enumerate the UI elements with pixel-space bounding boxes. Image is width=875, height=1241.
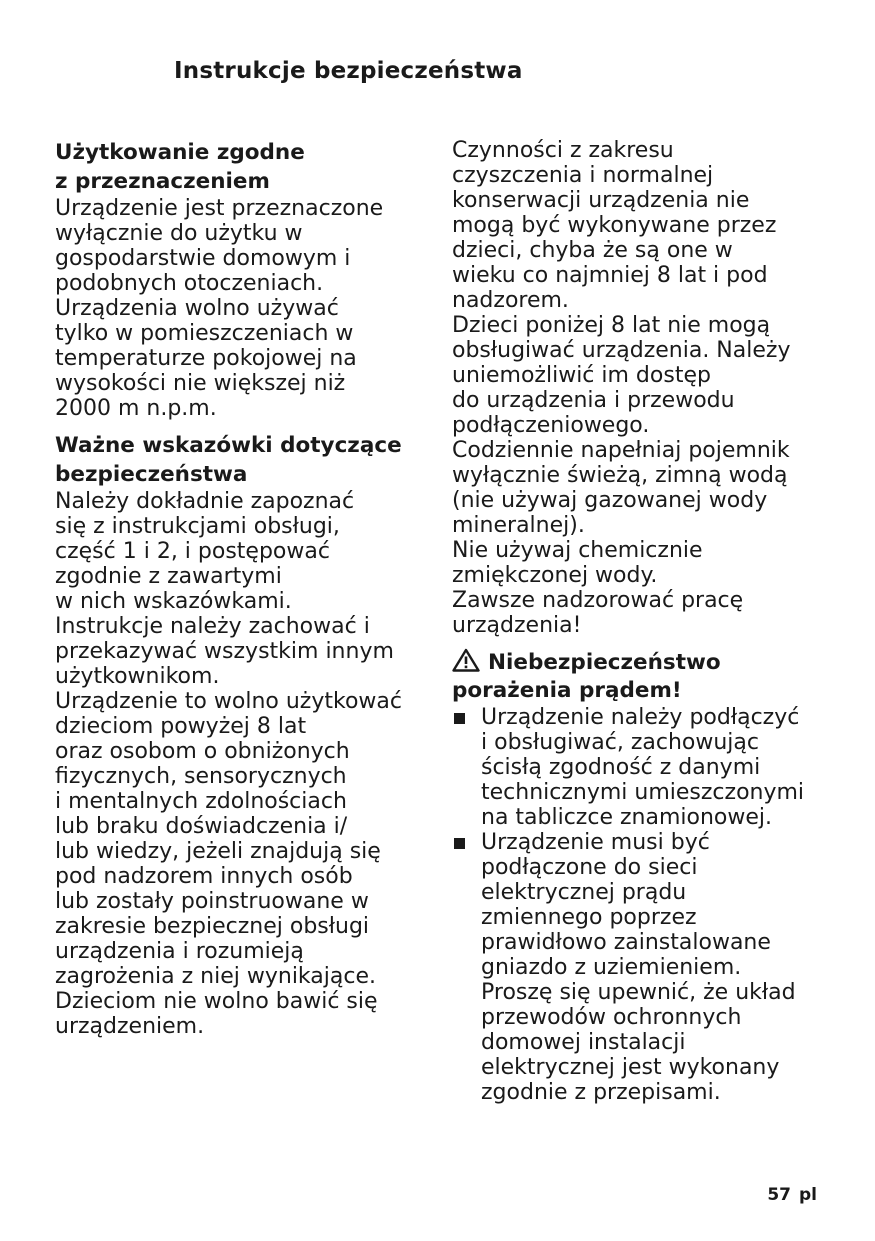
body-line: Dzieciom nie wolno bawić się xyxy=(55,989,378,1014)
body-line: przekazywać wszystkim innym xyxy=(55,639,394,664)
body-line: 2000 m n.p.m. xyxy=(55,396,217,421)
section-heading-intended-use xyxy=(55,138,430,196)
body-line: się z instrukcjami obsługi, xyxy=(55,514,340,539)
body-line: gniazdo z uziemieniem. xyxy=(481,955,742,980)
page-title: Instrukcje bezpieczeństwa xyxy=(174,58,523,84)
body-line: część 1 i 2, i postępować xyxy=(55,539,330,564)
body-line: Należy dokładnie zapoznać xyxy=(55,489,355,514)
body-line: Proszę się upewnić, że układ xyxy=(481,980,796,1005)
body-line: wysokości nie większej niż xyxy=(55,371,346,396)
list-item xyxy=(452,705,837,830)
left-column xyxy=(55,138,430,1039)
body-line: Instrukcje należy zachować i xyxy=(55,614,370,639)
body-line: użytkownikom. xyxy=(55,664,220,689)
body-line: na tabliczce znamionowej. xyxy=(481,805,772,830)
square-bullet-icon xyxy=(454,713,465,724)
body-line: urządzeniem. xyxy=(55,1014,205,1039)
body-line: obsługiwać urządzenia. Należy xyxy=(452,338,791,363)
heading-line: z przeznaczeniem xyxy=(55,169,270,194)
body-line: lub wiedzy, jeżeli znajdują się xyxy=(55,839,381,864)
body-line: (nie używaj gazowanej wody xyxy=(452,488,768,513)
square-bullet-icon xyxy=(454,838,465,849)
body-line: gospodarstwie domowym i xyxy=(55,246,351,271)
body-line: Czynności z zakresu xyxy=(452,138,674,163)
body-line: Zawsze nadzorować pracę xyxy=(452,588,744,613)
body-line: czyszczenia i normalnej xyxy=(452,163,714,188)
body-line: lub zostały poinstruowane w xyxy=(55,889,369,914)
children-care-text xyxy=(452,138,837,638)
body-line: Nie używaj chemicznie xyxy=(452,538,703,563)
warning-heading-line: porażenia prądem! xyxy=(452,678,682,703)
body-line: dzieci, chyba że są one w xyxy=(452,238,733,263)
body-line: wieku co najmniej 8 lat i pod xyxy=(452,263,768,288)
body-line: do urządzenia i przewodu xyxy=(452,388,735,413)
page-number: 57 xyxy=(767,1185,791,1205)
body-line: zmiennego poprzez xyxy=(481,905,697,930)
body-line: zagrożenia z niej wynikające. xyxy=(55,964,376,989)
body-line: Urządzenia wolno używać xyxy=(55,296,339,321)
body-line: i mentalnych zdolnościach xyxy=(55,789,347,814)
body-line: Codziennie napełniaj pojemnik xyxy=(452,438,790,463)
body-line: zmiękczonej wody. xyxy=(452,563,658,588)
body-line: prawidłowo zainstalowane xyxy=(481,930,771,955)
body-line: w nich wskazówkami. xyxy=(55,589,292,614)
heading-line: Użytkowanie zgodne xyxy=(55,140,305,165)
body-line: Urządzenie musi być xyxy=(481,830,710,855)
body-line: dzieciom powyżej 8 lat xyxy=(55,714,307,739)
body-line: wyłącznie świeżą, zimną wodą xyxy=(452,463,788,488)
body-line: domowej instalacji xyxy=(481,1030,686,1055)
body-line: fizycznych, sensorycznych xyxy=(55,764,347,789)
body-line: i obsługiwać, zachowując xyxy=(481,730,759,755)
body-line: podłączone do sieci xyxy=(481,855,698,880)
body-line: mineralnej). xyxy=(452,513,585,538)
right-column xyxy=(452,138,837,1105)
language-code: pl xyxy=(799,1185,817,1205)
section-body-intended-use xyxy=(55,196,430,421)
body-line: przewodów ochronnych xyxy=(481,1005,742,1030)
body-line: elektrycznej prądu xyxy=(481,880,687,905)
body-line: mogą być wykonywane przez xyxy=(452,213,777,238)
body-line: zgodnie z zawartymi xyxy=(55,564,282,589)
heading-line: Ważne wskazówki dotyczące xyxy=(55,433,402,458)
body-line: konserwacji urządzenia nie xyxy=(452,188,750,213)
body-line: oraz osobom o obniżonych xyxy=(55,739,350,764)
electric-shock-warning xyxy=(452,648,837,1105)
section-heading-safety-notes xyxy=(55,431,430,489)
body-line: pod nadzorem innych osób xyxy=(55,864,353,889)
heading-line: bezpieczeństwa xyxy=(55,462,248,487)
body-line: temperaturze pokojowej na xyxy=(55,346,357,371)
body-line: lub braku doświadczenia i/ xyxy=(55,814,348,839)
body-line: Urządzenie należy podłączyć xyxy=(481,705,800,730)
warning-heading xyxy=(452,648,837,705)
warning-triangle-icon xyxy=(452,648,480,672)
body-line: zakresie bezpiecznej obsługi xyxy=(55,914,370,939)
body-line: podłączeniowego. xyxy=(452,413,650,438)
body-line: Dzieci poniżej 8 lat nie mogą xyxy=(452,313,771,338)
body-line: technicznymi umieszczonymi xyxy=(481,780,805,805)
body-line: podobnych otoczeniach. xyxy=(55,271,324,296)
body-line: elektrycznej jest wykonany xyxy=(481,1055,780,1080)
body-line: Urządzenie to wolno użytkować xyxy=(55,689,402,714)
section-body-safety-notes xyxy=(55,489,430,1039)
body-line: wyłącznie do użytku w xyxy=(55,221,303,246)
body-line: tylko w pomieszczeniach w xyxy=(55,321,354,346)
body-line: urządzenia i rozumieją xyxy=(55,939,304,964)
body-line: urządzenia! xyxy=(452,613,582,638)
body-line: ścisłą zgodność z danymi xyxy=(481,755,761,780)
body-line: nadzorem. xyxy=(452,288,569,313)
warning-heading-line: Niebezpieczeństwo xyxy=(488,650,721,675)
list-item xyxy=(452,830,837,1105)
body-line: uniemożliwić im dostęp xyxy=(452,363,711,388)
body-line: Urządzenie jest przeznaczone xyxy=(55,196,384,221)
page-footer xyxy=(767,1185,817,1205)
body-line: zgodnie z przepisami. xyxy=(481,1080,721,1105)
